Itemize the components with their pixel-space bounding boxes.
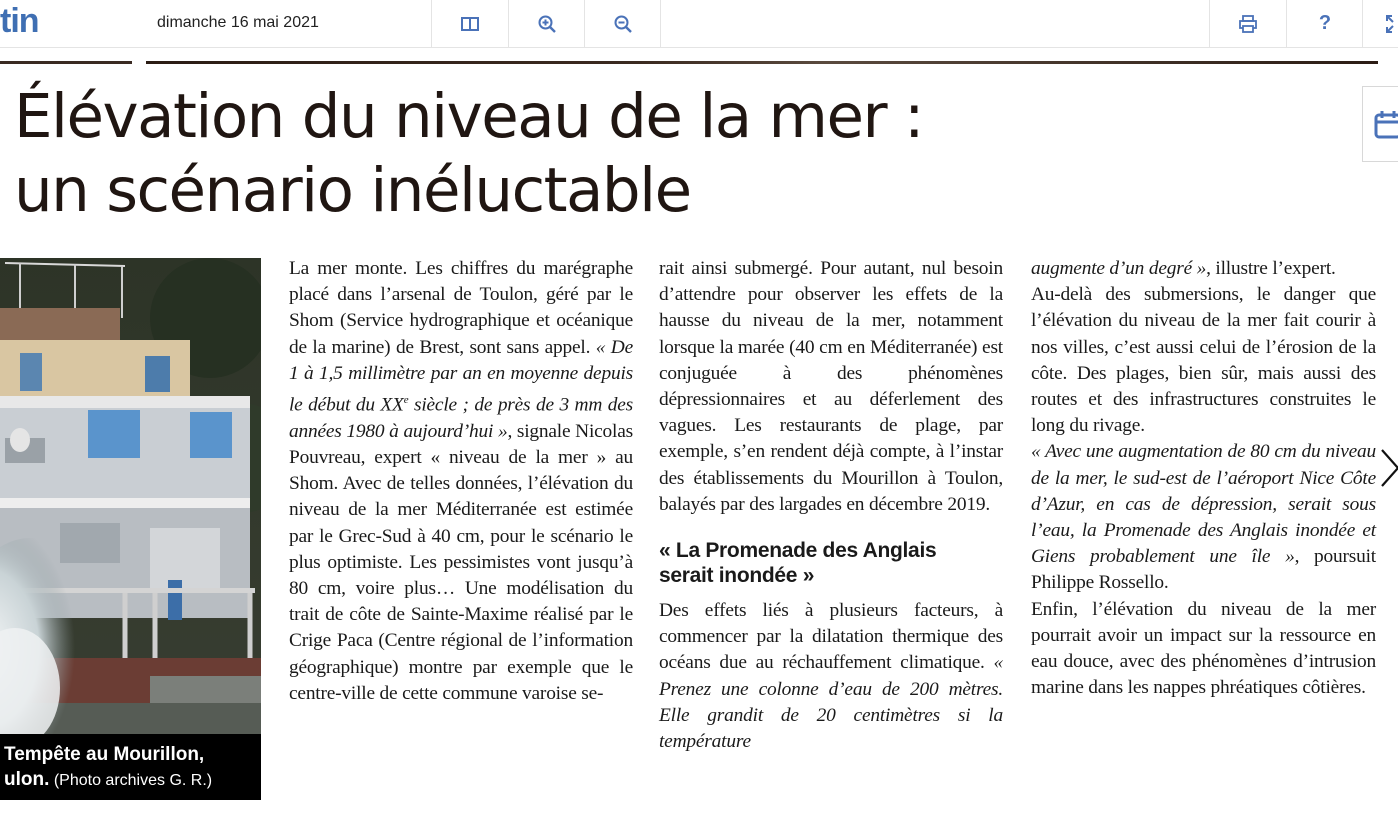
edition-date: dimanche 16 mai 2021 — [157, 14, 319, 31]
two-page-view-button[interactable] — [431, 0, 508, 47]
paragraph — [1031, 439, 1376, 596]
two-page-view-icon — [460, 14, 480, 34]
quote: « Prenez une colonne d’eau de 200 mètres. Elle grandit de 20 centimètres si la température — [659, 652, 1003, 753]
calendar-tab[interactable] — [1362, 86, 1398, 162]
text-run: La mer monte. Les chiffres du marégraphe placé dans l’arsenal de Toulon, géré par le Shom (Service hydrographique et océanique de la marine) de Brest, sont sans appel. — [289, 258, 633, 358]
article-title — [14, 80, 1014, 228]
quote: augmente d’un degré » — [1031, 258, 1207, 279]
paragraph: rait ainsi submergé. Pour autant, nul besoin d’attendre pour observer les effets de la hausse du niveau de la mer, notamment lorsque la marée (40 cm en Méditerranée) est conjuguée à des phénomènes dépressionnaires et au déferlement des vagues. Les restaurants de plage, par exemple, s’en rendent déjà compte, à l’instar des établissements du Mourillon à Toulon, balayés par des largades en décembre 2019. — [659, 258, 1003, 515]
paragraph — [1031, 256, 1376, 282]
text-run: Des effets liés à plusieurs facteurs, à commencer par la dilatation thermique des océans due au réchauffement climatique. — [659, 600, 1003, 674]
newspaper-logo[interactable]: tin — [0, 2, 39, 40]
article-photo[interactable] — [0, 258, 261, 800]
superscript: e — [403, 394, 409, 407]
text-run: , poursuit Philippe Rossello. — [1031, 546, 1376, 594]
next-page-arrow-icon[interactable] — [1380, 448, 1398, 514]
calendar-icon — [1373, 109, 1398, 139]
paragraph — [659, 598, 1003, 755]
quote: « De 1 à 1,5 millimètre par an en moyenne depuis le début du XX — [289, 336, 633, 416]
intertitle — [659, 538, 1003, 588]
paragraph: Au-delà des submersions, le danger que l’élévation du niveau de la mer fait courir à nos villes, c’est aussi celui de l’érosion de la côte. Des plages, bien sûr, mais aussi des routes et des infrastructures construites le long du rivage. — [1031, 284, 1376, 437]
intertitle-line-2: serait inondée » — [659, 564, 815, 588]
title-line-1: Élévation du niveau de la mer : — [14, 81, 924, 152]
title-line-2: un scénario inéluctable — [14, 155, 691, 226]
toolbar-divider — [660, 0, 661, 47]
zoom-in-icon — [537, 14, 557, 34]
storm-building-illustration — [0, 258, 261, 800]
paragraph: Enfin, l’élévation du niveau de la mer pourrait avoir un impact sur la ressource en eau douce, avec des phénomènes d’intrusion marine dans les nappes phréatiques côtières. — [1031, 598, 1376, 699]
zoom-in-button[interactable] — [508, 0, 585, 47]
paragraph — [289, 256, 633, 707]
print-icon — [1238, 14, 1258, 34]
zoom-out-button[interactable] — [584, 0, 661, 47]
text-run: , signale Nicolas Pouvreau, expert « niveau de la mer » au Shom. Avec de telles données, l’élévation du niveau de la mer Méditerranée est estimée par le Grec-Sud à 40 cm, pour le scénario le plus optimiste. Les pessimistes vont jusqu’à 80 cm, voire plus… Une modélisation du trait de côte de Sainte-Maxime réalisé par le Crige Paca (Centre régional de l’information géographique) montre par exemple que le centre-ville de cette commune varoise se- — [289, 420, 633, 704]
fullscreen-button[interactable] — [1362, 0, 1398, 47]
print-button[interactable] — [1209, 0, 1286, 47]
viewer-toolbar — [0, 0, 1398, 48]
caption-credit-line — [4, 768, 261, 793]
zoom-out-icon — [613, 14, 633, 34]
fullscreen-icon — [1385, 14, 1398, 34]
text-run: , illustre l’expert. — [1206, 258, 1336, 279]
caption-city: ulon. — [4, 769, 50, 790]
quote: « Avec une augmentation de 80 cm du niveau de la mer, le sud-est de l’aéroport Nice Côte d’Azur, en cas de dépression, serait sous l’eau, la Promenade des Anglais inondée et Giens probablement une île » — [1031, 441, 1376, 568]
help-icon: ? — [1318, 12, 1332, 34]
caption-credit: (Photo archives G. R.) — [53, 772, 213, 789]
quote: siècle ; de près de 3 mm des années 1980 à aujourd’hui » — [289, 394, 633, 442]
intertitle-line-1: « La Promenade des Anglais — [659, 539, 937, 563]
photo-caption — [0, 734, 261, 800]
article-column-3 — [1031, 256, 1376, 701]
header-rule-left — [0, 61, 132, 64]
article-column-1 — [289, 256, 633, 707]
article-column-2 — [659, 256, 1003, 755]
header-rule — [146, 61, 1378, 64]
help-button[interactable] — [1286, 0, 1363, 47]
caption-title: Tempête au Mourillon, — [4, 744, 205, 765]
